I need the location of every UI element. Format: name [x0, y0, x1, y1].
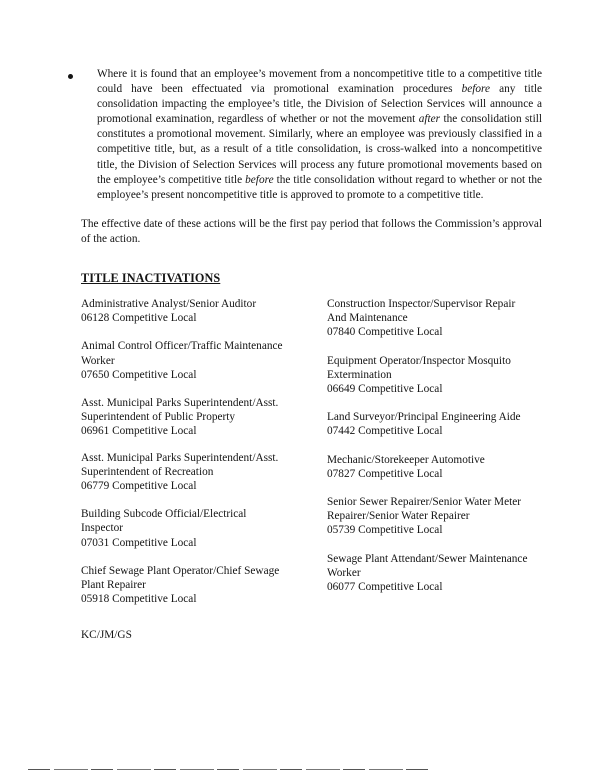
- emphasis-after: after: [418, 113, 441, 126]
- title-name-cont: Plant Repairer: [81, 579, 146, 592]
- title-entry: [327, 453, 557, 481]
- title-name: Animal Control Officer/Traffic Maintenance: [81, 340, 283, 353]
- emphasis-before: before: [461, 83, 491, 96]
- title-name: Asst. Municipal Parks Superintendent/Asst.: [81, 451, 279, 464]
- title-code: 06961 Competitive Local: [81, 425, 197, 438]
- title-entry: [81, 564, 311, 607]
- title-entry: [327, 354, 557, 397]
- title-code: 06128 Competitive Local: [81, 312, 197, 325]
- emphasis-before: before: [245, 173, 274, 186]
- title-entry: [327, 552, 557, 595]
- title-entry: [81, 297, 311, 325]
- scan-artifact-line: [28, 769, 428, 770]
- bullet-paragraph: [68, 67, 542, 203]
- title-name: Administrative Analyst/Senior Auditor: [81, 298, 257, 310]
- title-name: Building Subcode Official/Electrical: [81, 508, 247, 521]
- title-entry: [327, 495, 557, 538]
- title-entry: [81, 396, 311, 439]
- title-name: Chief Sewage Plant Operator/Chief Sewage: [81, 564, 280, 577]
- title-code: 07840 Competitive Local: [327, 326, 443, 339]
- title-entry: [81, 339, 311, 382]
- title-code: 07827 Competitive Local: [327, 467, 443, 480]
- title-name-cont: Extermination: [327, 368, 392, 381]
- title-code: 05739 Competitive Local: [327, 524, 443, 537]
- title-name: Equipment Operator/Inspector Mosquito: [327, 354, 511, 367]
- bullet-text-part: Where it is found that an employee’s movement from a noncompetitive title to a competitive title could have been effectuated via promotional examination procedures: [97, 68, 542, 96]
- author-initials: KC/JM/GS: [81, 629, 132, 641]
- title-name: Asst. Municipal Parks Superintendent/Asst.: [81, 397, 279, 410]
- title-list-right: [327, 297, 557, 594]
- title-entry: [327, 297, 557, 340]
- title-name-cont: Worker: [81, 354, 115, 367]
- title-name-cont: Inspector: [81, 522, 124, 535]
- title-code: 07031 Competitive Local: [81, 536, 197, 549]
- bullet-text: [97, 67, 542, 203]
- bullet-text-part: the title consolidation without regard to whether or not the employee’s present noncompetitive title is approved to promote to a competitive title.: [97, 173, 542, 201]
- title-name: Sewage Plant Attendant/Sewer Maintenance: [327, 552, 528, 565]
- title-code: 06077 Competitive Local: [327, 581, 443, 594]
- title-list-left: [81, 297, 311, 606]
- title-code: 07442 Competitive Local: [327, 425, 443, 438]
- title-code: 05918 Competitive Local: [81, 593, 197, 606]
- title-name: Land Surveyor/Principal Engineering Aide: [327, 411, 521, 424]
- title-name: Senior Sewer Repairer/Senior Water Meter: [327, 496, 521, 509]
- title-name: Mechanic/Storekeeper Automotive: [327, 453, 485, 466]
- effective-date-paragraph: The effective date of these actions will be the first pay period that follows the Commission’s approval of the action.: [81, 218, 542, 246]
- title-entry: [327, 410, 557, 438]
- bullet-point-icon: [68, 74, 73, 79]
- title-name-cont: Repairer/Senior Water Repairer: [327, 510, 470, 523]
- bullet-text-part: the consolidation still constitutes a promotional movement. Similarly, where an employee was previously classified in a competitive title, but, as a result of a title consolidation, is cross-walked into a noncompetitive title, the Division of Selection Services will process any future promotional movements based on the employee’s competitive title: [97, 113, 542, 186]
- title-name: Construction Inspector/Supervisor Repair: [327, 298, 516, 310]
- title-code: 06649 Competitive Local: [327, 383, 443, 396]
- title-name-cont: Superintendent of Recreation: [81, 465, 214, 478]
- title-entry: [81, 507, 311, 550]
- bullet-text-part: any title consolidation impacting the employee’s title, the Division of Selection Services will announce a promotional examination, regardless of whether or not the movement: [97, 83, 542, 126]
- section-heading: TITLE INACTIVATIONS: [81, 271, 221, 285]
- title-entry: [81, 451, 311, 494]
- title-name-cont: Superintendent of Public Property: [81, 411, 236, 424]
- title-code: 06779 Competitive Local: [81, 480, 197, 493]
- title-code: 07650 Competitive Local: [81, 368, 197, 381]
- title-name-cont: And Maintenance: [327, 312, 408, 325]
- title-name-cont: Worker: [327, 566, 361, 579]
